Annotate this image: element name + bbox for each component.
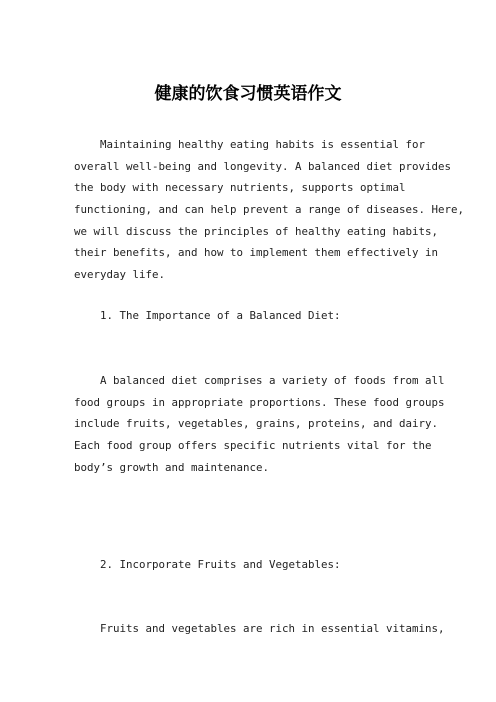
text-line: everyday life. [74, 268, 166, 282]
section-heading-balanced-diet [74, 305, 446, 327]
document-title: 健康的饮食习惯英语作文 [154, 84, 342, 104]
intro-paragraph [74, 134, 465, 286]
text-line: the body with necessary nutrients, supports optimal [74, 181, 406, 195]
text-line: Fruits and vegetables are rich in essential vitamins, [74, 622, 445, 635]
text-line: we will discuss the principles of healthy eating habits, [74, 224, 439, 238]
fruits-vegetables-paragraph [74, 618, 446, 640]
text-line: Each food group offers specific nutrients vital for the [74, 439, 432, 453]
balanced-diet-paragraph [74, 370, 446, 478]
text-line: Maintaining healthy eating habits is essential for [74, 138, 426, 151]
text-line: functioning, and can help prevent a range of diseases. Here, [74, 203, 465, 217]
text-line: food groups in appropriate proportions. These food groups [74, 395, 445, 409]
section-heading-fruits-vegetables [74, 554, 446, 576]
text-line: A balanced diet comprises a variety of foods from all [74, 374, 445, 387]
text-line: 2. Incorporate Fruits and Vegetables: [74, 558, 341, 571]
text-line: overall well-being and longevity. A balanced diet provides [74, 159, 452, 173]
text-line: body’s growth and maintenance. [74, 460, 270, 474]
text-line: include fruits, vegetables, grains, proteins, and dairy. [74, 417, 439, 431]
text-line: 1. The Importance of a Balanced Diet: [74, 309, 341, 322]
text-line: their benefits, and how to implement them effectively in [74, 246, 439, 260]
